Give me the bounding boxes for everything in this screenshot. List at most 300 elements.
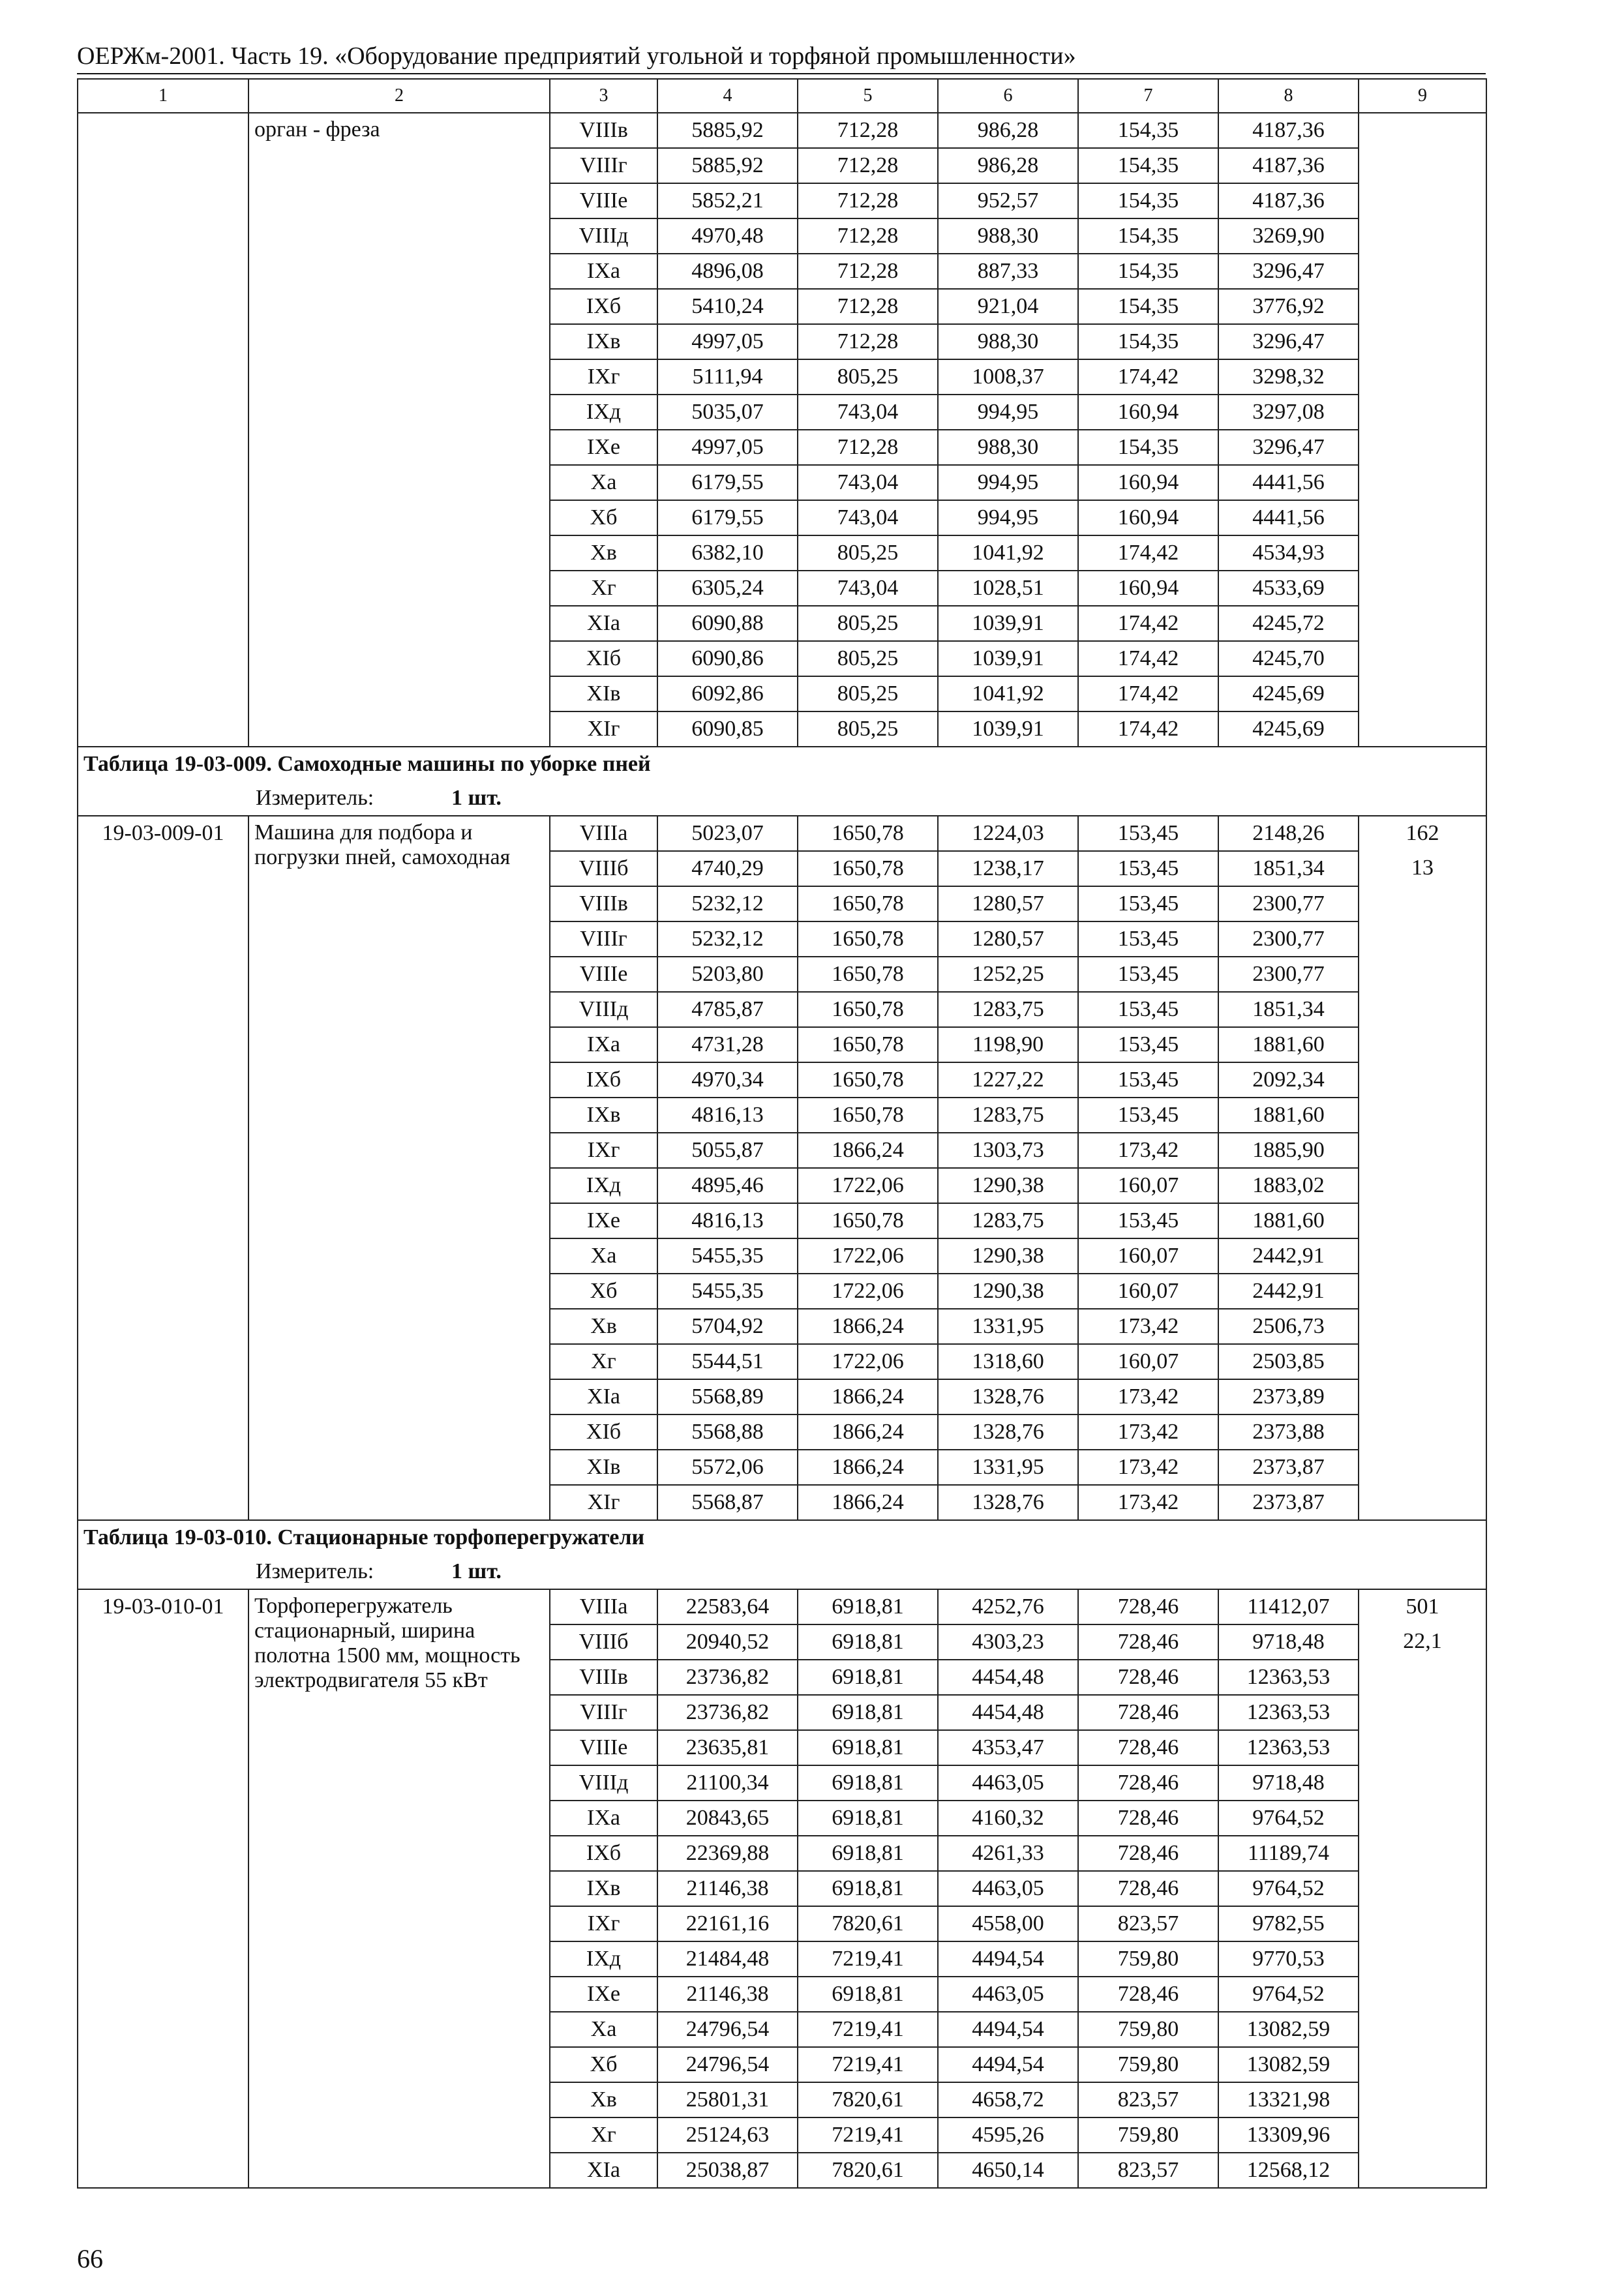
machinist-wages-cell: 154,35 [1078, 430, 1218, 465]
total-cost-cell: 21146,38 [657, 1871, 798, 1906]
machinist-wages-cell: 174,42 [1078, 606, 1218, 641]
total-cost-cell: 5232,12 [657, 886, 798, 921]
total-cost-cell: 6092,86 [657, 676, 798, 711]
table-row [78, 2047, 1486, 2082]
code-cell [78, 571, 248, 606]
wages-cell: 7219,41 [798, 1941, 938, 1977]
materials-cell: 12568,12 [1218, 2153, 1359, 2188]
table-row [78, 2082, 1486, 2117]
table-row [78, 1133, 1486, 1168]
materials-cell: 2506,73 [1218, 1309, 1359, 1344]
machine-cost-cell: 1039,91 [938, 641, 1078, 676]
machinist-wages-cell: 160,94 [1078, 500, 1218, 535]
machinist-wages-cell: 173,42 [1078, 1450, 1218, 1485]
machinist-wages-cell: 173,42 [1078, 1309, 1218, 1344]
code-cell [78, 1133, 248, 1168]
machinist-wages-cell: 154,35 [1078, 289, 1218, 324]
name-cell [248, 1730, 550, 1765]
machine-cost-cell: 1039,91 [938, 711, 1078, 747]
machine-cost-cell: 921,04 [938, 289, 1078, 324]
unit-label: Измеритель: [256, 786, 374, 810]
machine-cost-cell: 4303,23 [938, 1624, 1078, 1660]
grade-cell: VIIIд [550, 218, 657, 254]
code-cell [78, 1168, 248, 1203]
machine-cost-cell: 4558,00 [938, 1906, 1078, 1941]
column-number-row [78, 79, 1486, 113]
wages-cell: 7219,41 [798, 2012, 938, 2047]
code-cell [78, 218, 248, 254]
total-cost-cell: 4970,34 [657, 1062, 798, 1098]
table-row [78, 2153, 1486, 2188]
machinist-wages-cell: 174,42 [1078, 676, 1218, 711]
materials-cell: 1883,02 [1218, 1168, 1359, 1203]
unit-cell [78, 1555, 1486, 1589]
code-cell [78, 1624, 248, 1660]
machine-cost-cell: 4252,76 [938, 1589, 1078, 1624]
table-row [78, 1450, 1486, 1485]
resource-cell [1359, 359, 1486, 395]
machine-cost-cell: 1041,92 [938, 676, 1078, 711]
table-title-row [78, 1520, 1486, 1555]
column-number: 2 [248, 79, 550, 113]
machine-cost-cell: 1331,95 [938, 1450, 1078, 1485]
machinist-wages-cell: 153,45 [1078, 921, 1218, 957]
resource-cell [1359, 1906, 1486, 1941]
machinist-wages-cell: 728,46 [1078, 1624, 1218, 1660]
name-cell [248, 1098, 550, 1133]
grade-cell: XIг [550, 1485, 657, 1520]
materials-cell: 4187,36 [1218, 183, 1359, 218]
name-cell [248, 1203, 550, 1238]
grade-cell: VIIIг [550, 921, 657, 957]
unit-label: Измеритель: [256, 1559, 374, 1583]
code-cell [78, 711, 248, 747]
name-cell [248, 571, 550, 606]
machinist-wages-cell: 759,80 [1078, 2047, 1218, 2082]
code-cell [78, 1730, 248, 1765]
code-cell [78, 395, 248, 430]
total-cost-cell: 5410,24 [657, 289, 798, 324]
machine-cost-cell: 4658,72 [938, 2082, 1078, 2117]
total-cost-cell: 4816,13 [657, 1098, 798, 1133]
table-row [78, 886, 1486, 921]
machine-cost-cell: 4595,26 [938, 2117, 1078, 2153]
machine-cost-cell: 988,30 [938, 218, 1078, 254]
wages-cell: 1650,78 [798, 886, 938, 921]
machinist-wages-cell: 174,42 [1078, 535, 1218, 571]
materials-cell: 4533,69 [1218, 571, 1359, 606]
table-row [78, 816, 1486, 851]
table-row [78, 2012, 1486, 2047]
materials-cell: 11189,74 [1218, 1836, 1359, 1871]
code-cell [78, 1379, 248, 1414]
wages-cell: 6918,81 [798, 1730, 938, 1765]
code-cell [78, 641, 248, 676]
code-cell [78, 1062, 248, 1098]
name-cell [248, 921, 550, 957]
name-cell [248, 218, 550, 254]
resource-cell [1359, 113, 1486, 148]
name-cell [248, 1941, 550, 1977]
resource-cell [1359, 921, 1486, 957]
table-row [78, 1309, 1486, 1344]
total-cost-cell: 5885,92 [657, 148, 798, 183]
table-row [78, 992, 1486, 1027]
materials-cell: 11412,07 [1218, 1589, 1359, 1624]
table-row [78, 1695, 1486, 1730]
name-cell [248, 359, 550, 395]
code-cell [78, 430, 248, 465]
machinist-wages-cell: 153,45 [1078, 992, 1218, 1027]
wages-cell: 712,28 [798, 183, 938, 218]
materials-cell: 4245,69 [1218, 676, 1359, 711]
wages-cell: 1866,24 [798, 1133, 938, 1168]
materials-cell: 3296,47 [1218, 324, 1359, 359]
code-cell: 19-03-010-01 [78, 1589, 248, 1624]
materials-cell: 2300,77 [1218, 957, 1359, 992]
grade-cell: XIб [550, 641, 657, 676]
column-number: 6 [938, 79, 1078, 113]
wages-cell: 743,04 [798, 465, 938, 500]
resource-cell [1359, 1027, 1486, 1062]
name-cell [248, 2153, 550, 2188]
materials-cell: 4187,36 [1218, 148, 1359, 183]
machinist-wages-cell: 153,45 [1078, 1027, 1218, 1062]
materials-cell: 12363,53 [1218, 1660, 1359, 1695]
wages-cell: 712,28 [798, 218, 938, 254]
table-row [78, 430, 1486, 465]
wages-cell: 6918,81 [798, 1695, 938, 1730]
materials-cell: 3298,32 [1218, 359, 1359, 395]
name-cell [248, 289, 550, 324]
name-text: Торфоперегружатель стационарный, ширина полотна 1500 мм, мощность электродвигателя 55 кВт [254, 1594, 520, 1692]
resource-cell [1359, 2047, 1486, 2082]
machine-cost-cell: 1280,57 [938, 921, 1078, 957]
machine-cost-cell: 887,33 [938, 254, 1078, 289]
machinist-wages-cell: 823,57 [1078, 2153, 1218, 2188]
code-cell [78, 1027, 248, 1062]
grade-cell: Xв [550, 2082, 657, 2117]
resource-cell [1359, 1836, 1486, 1871]
machine-cost-cell: 4463,05 [938, 1871, 1078, 1906]
materials-cell: 2373,87 [1218, 1450, 1359, 1485]
resource-cell [1359, 1485, 1486, 1520]
name-cell [248, 1274, 550, 1309]
machine-cost-cell: 4650,14 [938, 2153, 1078, 2188]
code-cell [78, 1765, 248, 1801]
grade-cell: Xб [550, 2047, 657, 2082]
total-cost-cell: 24796,54 [657, 2047, 798, 2082]
materials-cell: 4245,70 [1218, 641, 1359, 676]
unit-cell [78, 781, 1486, 816]
name-cell [248, 1801, 550, 1836]
table-row [78, 1836, 1486, 1871]
resource-cell [1359, 1133, 1486, 1168]
total-cost-cell: 23736,82 [657, 1695, 798, 1730]
materials-cell: 3296,47 [1218, 430, 1359, 465]
wages-cell: 712,28 [798, 430, 938, 465]
materials-cell: 9782,55 [1218, 1906, 1359, 1941]
grade-cell: IXв [550, 324, 657, 359]
machinist-wages-cell: 174,42 [1078, 641, 1218, 676]
machine-cost-cell: 986,28 [938, 113, 1078, 148]
code-cell [78, 324, 248, 359]
wages-cell: 6918,81 [798, 1871, 938, 1906]
wages-cell: 743,04 [798, 395, 938, 430]
resource-cell [1359, 1730, 1486, 1765]
name-cell [248, 1414, 550, 1450]
total-cost-cell: 20843,65 [657, 1801, 798, 1836]
document-header: ОЕРЖм-2001. Часть 19. «Оборудование предприятий угольной и торфяной промышленности» [77, 42, 1076, 70]
resource-cell [1359, 2117, 1486, 2153]
machinist-wages-cell: 160,07 [1078, 1344, 1218, 1379]
resource-cell [1359, 571, 1486, 606]
wages-cell: 1722,06 [798, 1344, 938, 1379]
wages-cell: 712,28 [798, 289, 938, 324]
wages-cell: 712,28 [798, 113, 938, 148]
machine-cost-cell: 986,28 [938, 148, 1078, 183]
resource-cell [1359, 395, 1486, 430]
wages-cell: 712,28 [798, 324, 938, 359]
total-cost-cell: 21100,34 [657, 1765, 798, 1801]
machine-cost-cell: 4463,05 [938, 1765, 1078, 1801]
name-text: орган - фреза [254, 117, 380, 142]
materials-cell: 3269,90 [1218, 218, 1359, 254]
resource-cell [1359, 1168, 1486, 1203]
grade-cell: XIг [550, 711, 657, 747]
materials-cell: 12363,53 [1218, 1695, 1359, 1730]
machine-cost-cell: 1028,51 [938, 571, 1078, 606]
name-cell [248, 1027, 550, 1062]
machinist-wages-cell: 759,80 [1078, 2117, 1218, 2153]
total-cost-cell: 4997,05 [657, 430, 798, 465]
machinist-wages-cell: 153,45 [1078, 1098, 1218, 1133]
total-cost-cell: 5852,21 [657, 183, 798, 218]
grade-cell: VIIIв [550, 113, 657, 148]
table-row [78, 571, 1486, 606]
column-number: 4 [657, 79, 798, 113]
total-cost-cell: 6179,55 [657, 500, 798, 535]
materials-cell: 12363,53 [1218, 1730, 1359, 1765]
table-row [78, 148, 1486, 183]
grade-cell: XIа [550, 1379, 657, 1414]
resource-cell [1359, 1379, 1486, 1414]
total-cost-cell: 22369,88 [657, 1836, 798, 1871]
materials-cell: 9718,48 [1218, 1624, 1359, 1660]
machinist-wages-cell: 153,45 [1078, 957, 1218, 992]
resource-cell [1359, 1660, 1486, 1695]
machinist-wages-cell: 153,45 [1078, 1203, 1218, 1238]
machine-cost-cell: 1328,76 [938, 1414, 1078, 1450]
resource-cell [1359, 289, 1486, 324]
total-cost-cell: 5704,92 [657, 1309, 798, 1344]
materials-cell: 2442,91 [1218, 1274, 1359, 1309]
wages-cell: 1650,78 [798, 1203, 938, 1238]
table-row [78, 1730, 1486, 1765]
machine-cost-cell: 1328,76 [938, 1379, 1078, 1414]
materials-cell: 2300,77 [1218, 921, 1359, 957]
total-cost-cell: 5203,80 [657, 957, 798, 992]
machinist-wages-cell: 728,46 [1078, 1660, 1218, 1695]
table-row [78, 1414, 1486, 1450]
machine-cost-cell: 4494,54 [938, 2047, 1078, 2082]
grade-cell: IXг [550, 1133, 657, 1168]
resource-cell: 501 [1359, 1589, 1486, 1624]
name-cell [248, 1765, 550, 1801]
name-cell [248, 183, 550, 218]
table-row [78, 1203, 1486, 1238]
grade-cell: XIа [550, 606, 657, 641]
grade-cell: IXе [550, 1203, 657, 1238]
grade-cell: IXб [550, 1062, 657, 1098]
code-cell [78, 1450, 248, 1485]
table-row [78, 1765, 1486, 1801]
unit-value: 1 шт. [451, 1559, 502, 1583]
table-row [78, 113, 1486, 148]
name-cell [248, 465, 550, 500]
materials-cell: 2373,87 [1218, 1485, 1359, 1520]
total-cost-cell: 5035,07 [657, 395, 798, 430]
table-row [78, 1485, 1486, 1520]
machinist-wages-cell: 160,94 [1078, 571, 1218, 606]
resource-cell: 22,1 [1359, 1624, 1486, 1660]
unit-row [78, 1555, 1486, 1589]
machinist-wages-cell: 759,80 [1078, 1941, 1218, 1977]
grade-cell: IXе [550, 430, 657, 465]
resource-cell [1359, 218, 1486, 254]
machinist-wages-cell: 728,46 [1078, 1836, 1218, 1871]
wages-cell: 7820,61 [798, 2082, 938, 2117]
code-cell [78, 851, 248, 886]
total-cost-cell: 6090,88 [657, 606, 798, 641]
resource-cell [1359, 465, 1486, 500]
name-cell [248, 1133, 550, 1168]
code-cell [78, 465, 248, 500]
resource-cell [1359, 886, 1486, 921]
column-number: 7 [1078, 79, 1218, 113]
grade-cell: VIIIб [550, 851, 657, 886]
table-row [78, 465, 1486, 500]
grade-cell: VIIIе [550, 1730, 657, 1765]
wages-cell: 6918,81 [798, 1624, 938, 1660]
resource-cell [1359, 1062, 1486, 1098]
code-cell [78, 1977, 248, 2012]
total-cost-cell: 4997,05 [657, 324, 798, 359]
machinist-wages-cell: 154,35 [1078, 183, 1218, 218]
grade-cell: Xа [550, 2012, 657, 2047]
materials-cell: 2300,77 [1218, 886, 1359, 921]
code-cell [78, 500, 248, 535]
machinist-wages-cell: 154,35 [1078, 324, 1218, 359]
wages-cell: 6918,81 [798, 1836, 938, 1871]
machinist-wages-cell: 728,46 [1078, 1695, 1218, 1730]
code-cell [78, 2047, 248, 2082]
name-cell [248, 1062, 550, 1098]
total-cost-cell: 5232,12 [657, 921, 798, 957]
wages-cell: 1650,78 [798, 1062, 938, 1098]
name-cell [248, 430, 550, 465]
code-cell [78, 2153, 248, 2188]
table-row [78, 921, 1486, 957]
name-cell [248, 886, 550, 921]
resource-cell [1359, 1098, 1486, 1133]
total-cost-cell: 6305,24 [657, 571, 798, 606]
resource-cell [1359, 1414, 1486, 1450]
resource-cell [1359, 676, 1486, 711]
wages-cell: 1722,06 [798, 1274, 938, 1309]
machine-cost-cell: 1283,75 [938, 992, 1078, 1027]
machinist-wages-cell: 153,45 [1078, 886, 1218, 921]
total-cost-cell: 25124,63 [657, 2117, 798, 2153]
table-row [78, 1027, 1486, 1062]
wages-cell: 7219,41 [798, 2117, 938, 2153]
code-cell [78, 2117, 248, 2153]
machine-cost-cell: 4454,48 [938, 1660, 1078, 1695]
resource-cell [1359, 1203, 1486, 1238]
table-row [78, 500, 1486, 535]
materials-cell: 4441,56 [1218, 500, 1359, 535]
code-cell [78, 1203, 248, 1238]
materials-cell: 13309,96 [1218, 2117, 1359, 2153]
name-cell [248, 1906, 550, 1941]
code-cell [78, 676, 248, 711]
resource-cell [1359, 2012, 1486, 2047]
table-row [78, 711, 1486, 747]
wages-cell: 7820,61 [798, 1906, 938, 1941]
code-cell [78, 1414, 248, 1450]
column-number: 5 [798, 79, 938, 113]
total-cost-cell: 25038,87 [657, 2153, 798, 2188]
grade-cell: Xа [550, 1238, 657, 1274]
unit-value: 1 шт. [451, 786, 502, 810]
name-cell [248, 1309, 550, 1344]
table-row [78, 1589, 1486, 1624]
table-row [78, 1238, 1486, 1274]
materials-cell: 2442,91 [1218, 1238, 1359, 1274]
name-cell [248, 1977, 550, 2012]
table-row [78, 1801, 1486, 1836]
wages-cell: 805,25 [798, 676, 938, 711]
name-cell [248, 535, 550, 571]
machine-cost-cell: 1008,37 [938, 359, 1078, 395]
machine-cost-cell: 4494,54 [938, 1941, 1078, 1977]
resource-cell: 13 [1359, 851, 1486, 886]
wages-cell: 805,25 [798, 606, 938, 641]
machinist-wages-cell: 154,35 [1078, 148, 1218, 183]
code-cell [78, 1485, 248, 1520]
resource-cell [1359, 324, 1486, 359]
code-cell [78, 2082, 248, 2117]
machinist-wages-cell: 823,57 [1078, 1906, 1218, 1941]
machinist-wages-cell: 174,42 [1078, 359, 1218, 395]
wages-cell: 1866,24 [798, 1450, 938, 1485]
table-row [78, 218, 1486, 254]
code-cell [78, 1906, 248, 1941]
machine-cost-cell: 1331,95 [938, 1309, 1078, 1344]
name-cell [248, 395, 550, 430]
name-cell [248, 1836, 550, 1871]
resource-cell [1359, 1309, 1486, 1344]
grade-cell: IXв [550, 1098, 657, 1133]
grade-cell: Xг [550, 2117, 657, 2153]
total-cost-cell: 5885,92 [657, 113, 798, 148]
total-cost-cell: 5572,06 [657, 1450, 798, 1485]
machine-cost-cell: 1039,91 [938, 606, 1078, 641]
grade-cell: Xа [550, 465, 657, 500]
machinist-wages-cell: 160,94 [1078, 395, 1218, 430]
wages-cell: 1722,06 [798, 1238, 938, 1274]
total-cost-cell: 5111,94 [657, 359, 798, 395]
